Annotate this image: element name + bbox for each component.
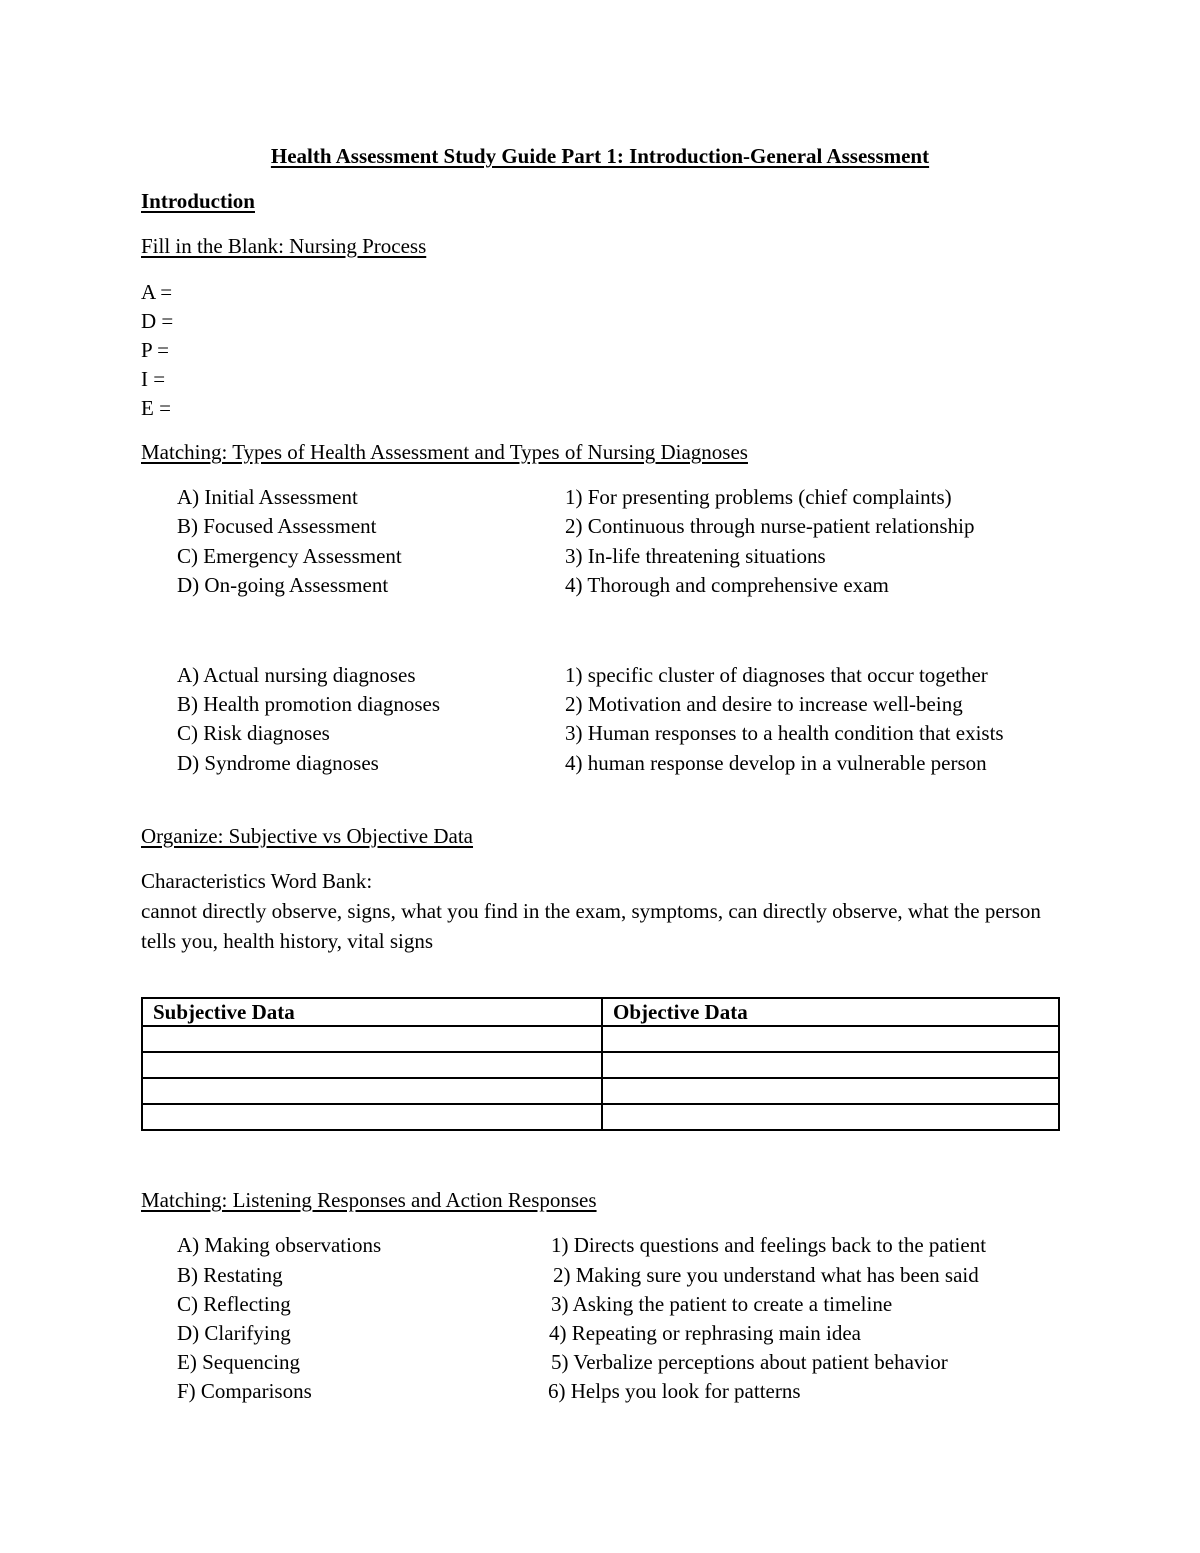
fill-blank-item-e: E = — [141, 396, 171, 420]
table-row — [142, 1052, 1059, 1078]
table-header-row — [142, 998, 1059, 1026]
matching1-left-item: A) Initial Assessment — [177, 485, 358, 509]
page-title: Health Assessment Study Guide Part 1: Introduction-General Assessment — [270, 144, 930, 168]
fill-blank-item-p: P = — [141, 338, 169, 362]
matching3-right-item: 6) Helps you look for patterns — [548, 1379, 801, 1403]
matching1-right-item: 2) Continuous through nurse-patient relationship — [565, 514, 975, 538]
matching1-left-item: C) Emergency Assessment — [177, 544, 402, 568]
matching2-left-item: A) Actual nursing diagnoses — [177, 663, 416, 687]
subjective-header: Subjective Data — [142, 998, 602, 1026]
fill-blank-heading: Fill in the Blank: Nursing Process — [141, 234, 427, 258]
matching1-heading: Matching: Types of Health Assessment and Types of Nursing Diagnoses — [141, 440, 748, 464]
matching3-right-item: 5) Verbalize perceptions about patient behavior — [551, 1350, 948, 1374]
matching2-right-item: 2) Motivation and desire to increase well-being — [565, 692, 963, 716]
matching1-right-item: 3) In-life threatening situations — [565, 544, 826, 568]
matching2-left-item: B) Health promotion diagnoses — [177, 692, 441, 716]
matching2-right-item: 4) human response develop in a vulnerable person — [565, 751, 987, 775]
matching3-left-item: E) Sequencing — [177, 1350, 301, 1374]
fill-blank-item-a: A = — [141, 280, 173, 304]
matching3-right-item: 1) Directs questions and feelings back to the patient — [551, 1233, 987, 1257]
matching2-left-item: C) Risk diagnoses — [177, 721, 330, 745]
matching2-left-item: D) Syndrome diagnoses — [177, 751, 379, 775]
objective-cell[interactable] — [602, 1104, 1059, 1130]
matching3-heading: Matching: Listening Responses and Action Responses — [141, 1188, 597, 1212]
table-row — [142, 1026, 1059, 1052]
matching3-right-item: 2) Making sure you understand what has been said — [553, 1263, 979, 1287]
objective-cell[interactable] — [602, 1052, 1059, 1078]
matching1-left-item: D) On-going Assessment — [177, 573, 389, 597]
organize-heading: Organize: Subjective vs Objective Data — [141, 824, 474, 848]
matching2-right-item: 1) specific cluster of diagnoses that occur together — [565, 663, 988, 687]
matching2-right-item: 3) Human responses to a health condition that exists — [565, 721, 1004, 745]
objective-cell[interactable] — [602, 1026, 1059, 1052]
subjective-objective-table — [141, 997, 1060, 1131]
subjective-cell[interactable] — [142, 1026, 602, 1052]
fill-blank-item-d: D = — [141, 309, 174, 333]
matching3-left-item: B) Restating — [177, 1263, 283, 1287]
matching1-right-item: 4) Thorough and comprehensive exam — [565, 573, 889, 597]
section-heading-introduction: Introduction — [141, 189, 255, 213]
word-bank-label: Characteristics Word Bank: — [141, 869, 373, 893]
objective-cell[interactable] — [602, 1078, 1059, 1104]
table-row — [142, 1104, 1059, 1130]
matching1-left-item: B) Focused Assessment — [177, 514, 377, 538]
objective-header: Objective Data — [602, 998, 1059, 1026]
matching3-left-item: C) Reflecting — [177, 1292, 291, 1316]
matching3-left-item: D) Clarifying — [177, 1321, 291, 1345]
matching3-right-item: 4) Repeating or rephrasing main idea — [549, 1321, 861, 1345]
matching3-right-item: 3) Asking the patient to create a timeline — [551, 1292, 893, 1316]
fill-blank-item-i: I = — [141, 367, 166, 391]
subjective-cell[interactable] — [142, 1052, 602, 1078]
table-row — [142, 1078, 1059, 1104]
matching3-left-item: A) Making observations — [177, 1233, 382, 1257]
subjective-cell[interactable] — [142, 1104, 602, 1130]
subjective-cell[interactable] — [142, 1078, 602, 1104]
matching1-right-item: 1) For presenting problems (chief complaints) — [565, 485, 952, 509]
word-bank-text: cannot directly observe, signs, what you find in the exam, symptoms, can directly observe, what the person tells you, health history, vital signs — [141, 899, 1041, 953]
matching3-left-item: F) Comparisons — [177, 1379, 312, 1403]
